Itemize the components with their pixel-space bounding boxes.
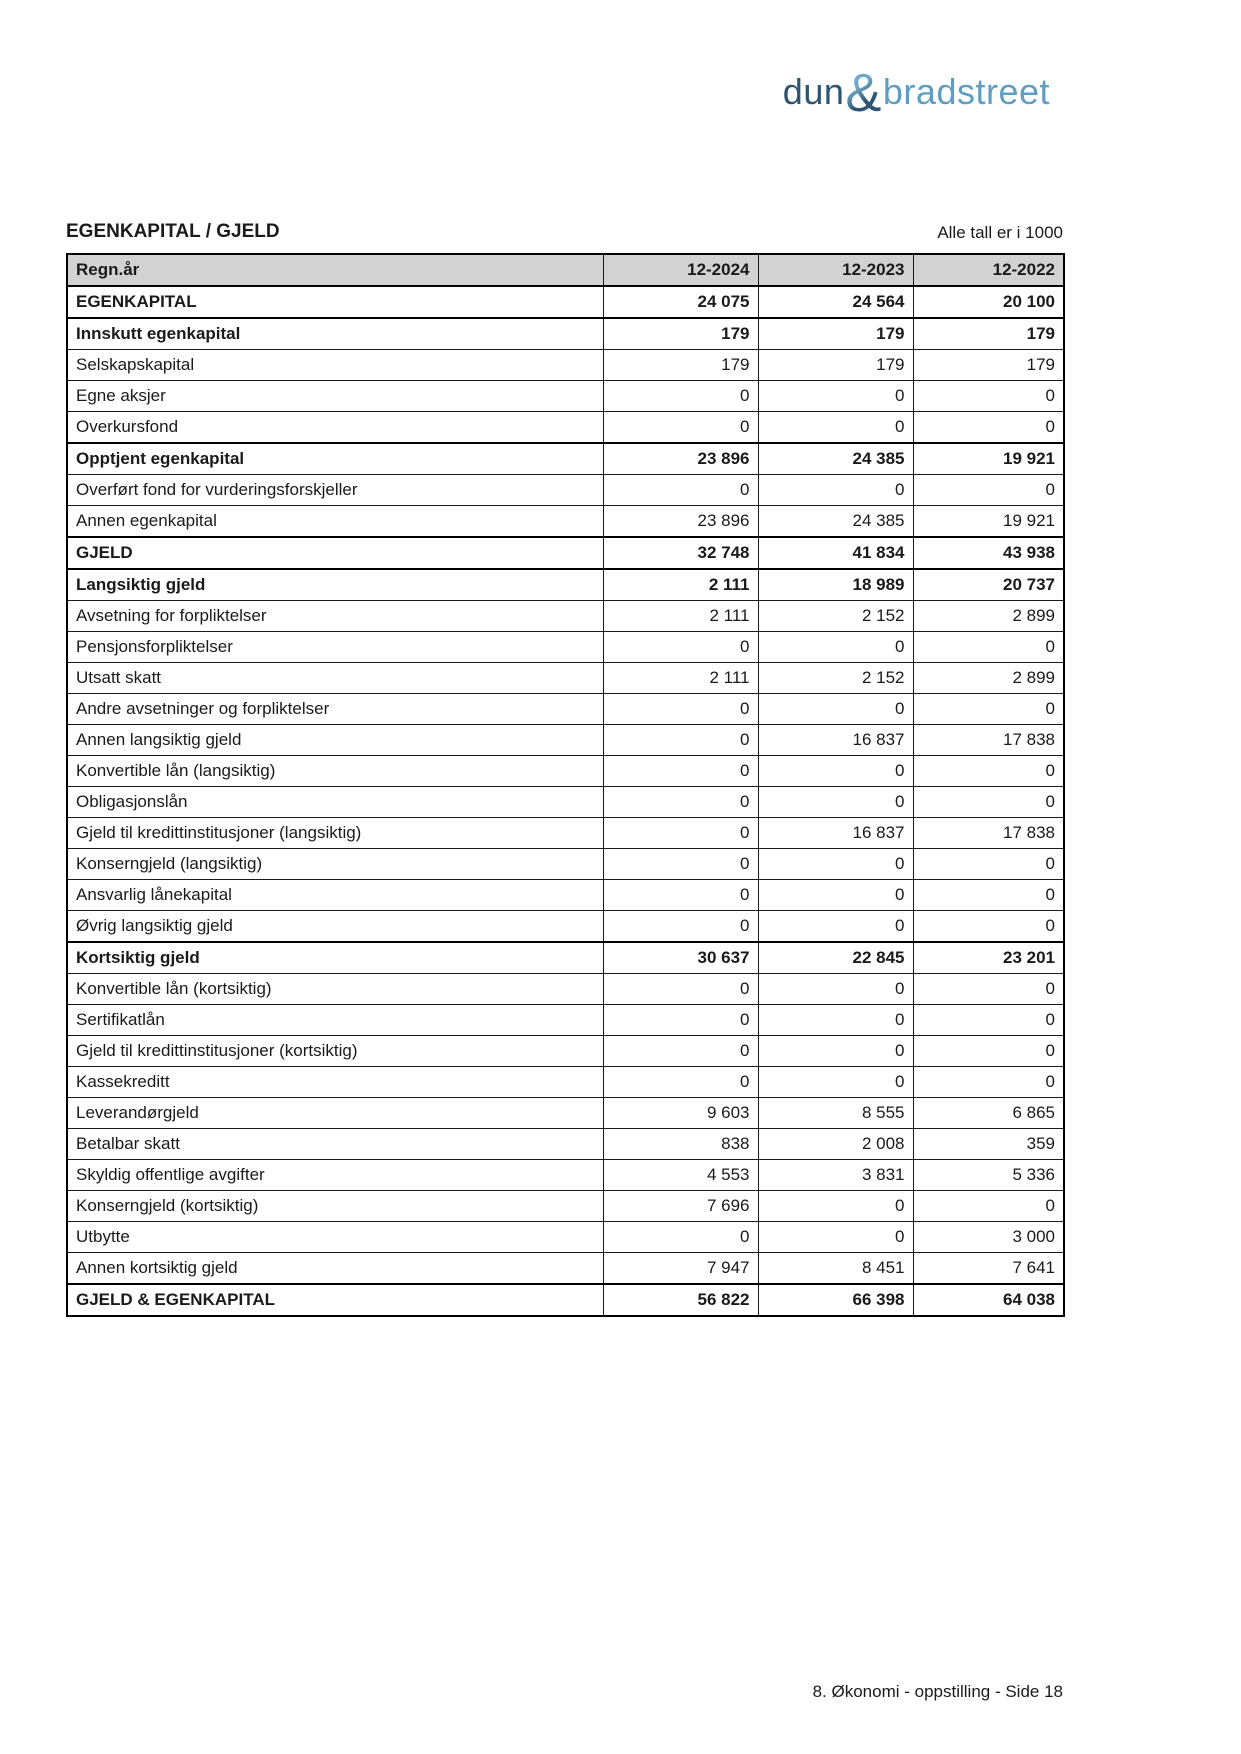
value-cell-2023: 8 451 bbox=[758, 1253, 913, 1285]
ampersand-icon: & bbox=[845, 63, 882, 123]
balance-sheet-table bbox=[66, 253, 1065, 1317]
value-cell-2024: 0 bbox=[603, 412, 758, 444]
table-row bbox=[67, 412, 1064, 444]
units-note: Alle tall er i 1000 bbox=[937, 223, 1063, 242]
value-cell-2023: 0 bbox=[758, 787, 913, 818]
value-cell-2022: 19 921 bbox=[913, 443, 1064, 475]
value-cell-2022: 0 bbox=[913, 911, 1064, 943]
value-cell-2024: 32 748 bbox=[603, 537, 758, 569]
value-cell-2024: 9 603 bbox=[603, 1098, 758, 1129]
value-cell-2024: 2 111 bbox=[603, 569, 758, 601]
row-label-cell: Utsatt skatt bbox=[67, 663, 603, 694]
value-cell-2022: 0 bbox=[913, 632, 1064, 663]
value-cell-2022: 0 bbox=[913, 1036, 1064, 1067]
value-cell-2023: 22 845 bbox=[758, 942, 913, 974]
value-cell-2022: 179 bbox=[913, 350, 1064, 381]
row-label-cell: Konserngjeld (langsiktig) bbox=[67, 849, 603, 880]
row-label-cell: Konserngjeld (kortsiktig) bbox=[67, 1191, 603, 1222]
value-cell-2023: 2 008 bbox=[758, 1129, 913, 1160]
value-cell-2023: 0 bbox=[758, 381, 913, 412]
value-cell-2022: 3 000 bbox=[913, 1222, 1064, 1253]
value-cell-2023: 24 385 bbox=[758, 443, 913, 475]
table-row bbox=[67, 443, 1064, 475]
value-cell-2023: 0 bbox=[758, 1222, 913, 1253]
value-cell-2023: 18 989 bbox=[758, 569, 913, 601]
table-row bbox=[67, 1036, 1064, 1067]
value-cell-2024: 0 bbox=[603, 849, 758, 880]
row-label-cell: Avsetning for forpliktelser bbox=[67, 601, 603, 632]
value-cell-2024: 23 896 bbox=[603, 443, 758, 475]
value-cell-2022: 5 336 bbox=[913, 1160, 1064, 1191]
value-cell-2024: 0 bbox=[603, 694, 758, 725]
value-cell-2022: 0 bbox=[913, 694, 1064, 725]
value-cell-2022: 19 921 bbox=[913, 506, 1064, 538]
value-cell-2023: 0 bbox=[758, 880, 913, 911]
table-row bbox=[67, 787, 1064, 818]
value-cell-2024: 0 bbox=[603, 381, 758, 412]
table-row bbox=[67, 663, 1064, 694]
row-label-cell: Konvertible lån (langsiktig) bbox=[67, 756, 603, 787]
row-label-cell: EGENKAPITAL bbox=[67, 286, 603, 318]
value-cell-2022: 0 bbox=[913, 974, 1064, 1005]
value-cell-2024: 0 bbox=[603, 1222, 758, 1253]
row-label-cell: Annen kortsiktig gjeld bbox=[67, 1253, 603, 1285]
value-cell-2022: 0 bbox=[913, 381, 1064, 412]
table-row bbox=[67, 537, 1064, 569]
value-cell-2022: 0 bbox=[913, 880, 1064, 911]
table-row bbox=[67, 756, 1064, 787]
value-cell-2023: 0 bbox=[758, 1067, 913, 1098]
value-cell-2024: 179 bbox=[603, 350, 758, 381]
table-row bbox=[67, 381, 1064, 412]
row-label-cell: Skyldig offentlige avgifter bbox=[67, 1160, 603, 1191]
value-cell-2024: 56 822 bbox=[603, 1284, 758, 1316]
value-cell-2022: 2 899 bbox=[913, 601, 1064, 632]
value-cell-2024: 0 bbox=[603, 974, 758, 1005]
value-cell-2024: 0 bbox=[603, 475, 758, 506]
table-row bbox=[67, 725, 1064, 756]
value-cell-2024: 0 bbox=[603, 1067, 758, 1098]
logo-text-bradstreet: bradstreet bbox=[882, 71, 1050, 112]
page-title: EGENKAPITAL / GJELD bbox=[66, 221, 280, 242]
page-footer: 8. Økonomi - oppstilling - Side 18 bbox=[812, 1682, 1063, 1701]
row-label-cell: Overkursfond bbox=[67, 412, 603, 444]
value-cell-2022: 0 bbox=[913, 412, 1064, 444]
table-body bbox=[67, 286, 1064, 1316]
row-label-cell: Pensjonsforpliktelser bbox=[67, 632, 603, 663]
table-row bbox=[67, 318, 1064, 350]
row-label-cell: GJELD & EGENKAPITAL bbox=[67, 1284, 603, 1316]
value-cell-2023: 0 bbox=[758, 1036, 913, 1067]
table-row bbox=[67, 911, 1064, 943]
value-cell-2022: 0 bbox=[913, 1067, 1064, 1098]
logo-text-dun: dun bbox=[782, 71, 845, 112]
value-cell-2023: 0 bbox=[758, 1191, 913, 1222]
table-row bbox=[67, 569, 1064, 601]
dun-bradstreet-logo bbox=[782, 63, 1050, 123]
value-cell-2022: 17 838 bbox=[913, 818, 1064, 849]
value-cell-2024: 2 111 bbox=[603, 663, 758, 694]
value-cell-2024: 0 bbox=[603, 756, 758, 787]
value-cell-2024: 7 696 bbox=[603, 1191, 758, 1222]
row-label-cell: GJELD bbox=[67, 537, 603, 569]
value-cell-2024: 30 637 bbox=[603, 942, 758, 974]
value-cell-2022: 17 838 bbox=[913, 725, 1064, 756]
table-row bbox=[67, 350, 1064, 381]
table-row bbox=[67, 1253, 1064, 1285]
value-cell-2023: 0 bbox=[758, 849, 913, 880]
value-cell-2022: 7 641 bbox=[913, 1253, 1064, 1285]
row-label-cell: Leverandørgjeld bbox=[67, 1098, 603, 1129]
value-cell-2022: 23 201 bbox=[913, 942, 1064, 974]
year-label-header-cell: Regn.år bbox=[67, 254, 603, 286]
value-cell-2023: 0 bbox=[758, 1005, 913, 1036]
row-label-cell: Annen egenkapital bbox=[67, 506, 603, 538]
value-cell-2024: 838 bbox=[603, 1129, 758, 1160]
value-cell-2024: 2 111 bbox=[603, 601, 758, 632]
value-cell-2023: 16 837 bbox=[758, 818, 913, 849]
row-label-cell: Gjeld til kredittinstitusjoner (kortsiktig) bbox=[67, 1036, 603, 1067]
value-cell-2022: 20 737 bbox=[913, 569, 1064, 601]
row-label-cell: Overført fond for vurderingsforskjeller bbox=[67, 475, 603, 506]
row-label-cell: Selskapskapital bbox=[67, 350, 603, 381]
table-row bbox=[67, 286, 1064, 318]
value-cell-2023: 24 385 bbox=[758, 506, 913, 538]
table-row bbox=[67, 1191, 1064, 1222]
value-cell-2023: 2 152 bbox=[758, 601, 913, 632]
value-cell-2023: 0 bbox=[758, 632, 913, 663]
row-label-cell: Andre avsetninger og forpliktelser bbox=[67, 694, 603, 725]
row-label-cell: Gjeld til kredittinstitusjoner (langsiktig) bbox=[67, 818, 603, 849]
value-cell-2023: 24 564 bbox=[758, 286, 913, 318]
value-cell-2022: 0 bbox=[913, 1191, 1064, 1222]
value-cell-2023: 2 152 bbox=[758, 663, 913, 694]
row-label-cell: Langsiktig gjeld bbox=[67, 569, 603, 601]
value-cell-2024: 179 bbox=[603, 318, 758, 350]
value-cell-2023: 66 398 bbox=[758, 1284, 913, 1316]
value-cell-2024: 0 bbox=[603, 818, 758, 849]
table-row bbox=[67, 1160, 1064, 1191]
value-cell-2023: 0 bbox=[758, 756, 913, 787]
value-cell-2022: 0 bbox=[913, 475, 1064, 506]
row-label-cell: Betalbar skatt bbox=[67, 1129, 603, 1160]
value-cell-2022: 359 bbox=[913, 1129, 1064, 1160]
value-cell-2024: 0 bbox=[603, 632, 758, 663]
value-cell-2022: 2 899 bbox=[913, 663, 1064, 694]
row-label-cell: Egne aksjer bbox=[67, 381, 603, 412]
value-cell-2023: 8 555 bbox=[758, 1098, 913, 1129]
value-cell-2022: 0 bbox=[913, 787, 1064, 818]
year-column-header-2024: 12-2024 bbox=[603, 254, 758, 286]
row-label-cell: Kortsiktig gjeld bbox=[67, 942, 603, 974]
value-cell-2023: 179 bbox=[758, 318, 913, 350]
row-label-cell: Utbytte bbox=[67, 1222, 603, 1253]
table-row bbox=[67, 1005, 1064, 1036]
row-label-cell: Øvrig langsiktig gjeld bbox=[67, 911, 603, 943]
value-cell-2022: 64 038 bbox=[913, 1284, 1064, 1316]
table-row bbox=[67, 1098, 1064, 1129]
row-label-cell: Innskutt egenkapital bbox=[67, 318, 603, 350]
value-cell-2024: 0 bbox=[603, 880, 758, 911]
table-row bbox=[67, 942, 1064, 974]
value-cell-2024: 0 bbox=[603, 911, 758, 943]
value-cell-2023: 16 837 bbox=[758, 725, 913, 756]
table-row bbox=[67, 632, 1064, 663]
table-header-row bbox=[67, 254, 1064, 286]
value-cell-2022: 179 bbox=[913, 318, 1064, 350]
table-row bbox=[67, 1067, 1064, 1098]
value-cell-2023: 0 bbox=[758, 412, 913, 444]
value-cell-2022: 0 bbox=[913, 1005, 1064, 1036]
value-cell-2024: 0 bbox=[603, 787, 758, 818]
year-column-header-2022: 12-2022 bbox=[913, 254, 1064, 286]
row-label-cell: Opptjent egenkapital bbox=[67, 443, 603, 475]
row-label-cell: Kassekreditt bbox=[67, 1067, 603, 1098]
row-label-cell: Konvertible lån (kortsiktig) bbox=[67, 974, 603, 1005]
value-cell-2023: 41 834 bbox=[758, 537, 913, 569]
row-label-cell: Annen langsiktig gjeld bbox=[67, 725, 603, 756]
table-row bbox=[67, 506, 1064, 538]
table-row bbox=[67, 694, 1064, 725]
value-cell-2024: 7 947 bbox=[603, 1253, 758, 1285]
value-cell-2022: 20 100 bbox=[913, 286, 1064, 318]
table-row bbox=[67, 849, 1064, 880]
value-cell-2022: 0 bbox=[913, 756, 1064, 787]
value-cell-2024: 4 553 bbox=[603, 1160, 758, 1191]
value-cell-2023: 3 831 bbox=[758, 1160, 913, 1191]
value-cell-2022: 6 865 bbox=[913, 1098, 1064, 1129]
value-cell-2023: 0 bbox=[758, 911, 913, 943]
value-cell-2024: 24 075 bbox=[603, 286, 758, 318]
row-label-cell: Sertifikatlån bbox=[67, 1005, 603, 1036]
value-cell-2022: 43 938 bbox=[913, 537, 1064, 569]
value-cell-2024: 23 896 bbox=[603, 506, 758, 538]
value-cell-2024: 0 bbox=[603, 1036, 758, 1067]
row-label-cell: Obligasjonslån bbox=[67, 787, 603, 818]
table-row bbox=[67, 475, 1064, 506]
value-cell-2023: 0 bbox=[758, 694, 913, 725]
value-cell-2023: 179 bbox=[758, 350, 913, 381]
table-row bbox=[67, 818, 1064, 849]
title-row bbox=[66, 221, 1063, 243]
value-cell-2023: 0 bbox=[758, 475, 913, 506]
row-label-cell: Ansvarlig lånekapital bbox=[67, 880, 603, 911]
table-row bbox=[67, 974, 1064, 1005]
table-row bbox=[67, 880, 1064, 911]
year-column-header-2023: 12-2023 bbox=[758, 254, 913, 286]
table-row bbox=[67, 1284, 1064, 1316]
table-row bbox=[67, 1222, 1064, 1253]
value-cell-2023: 0 bbox=[758, 974, 913, 1005]
value-cell-2022: 0 bbox=[913, 849, 1064, 880]
table-row bbox=[67, 601, 1064, 632]
value-cell-2024: 0 bbox=[603, 725, 758, 756]
table-row bbox=[67, 1129, 1064, 1160]
value-cell-2024: 0 bbox=[603, 1005, 758, 1036]
